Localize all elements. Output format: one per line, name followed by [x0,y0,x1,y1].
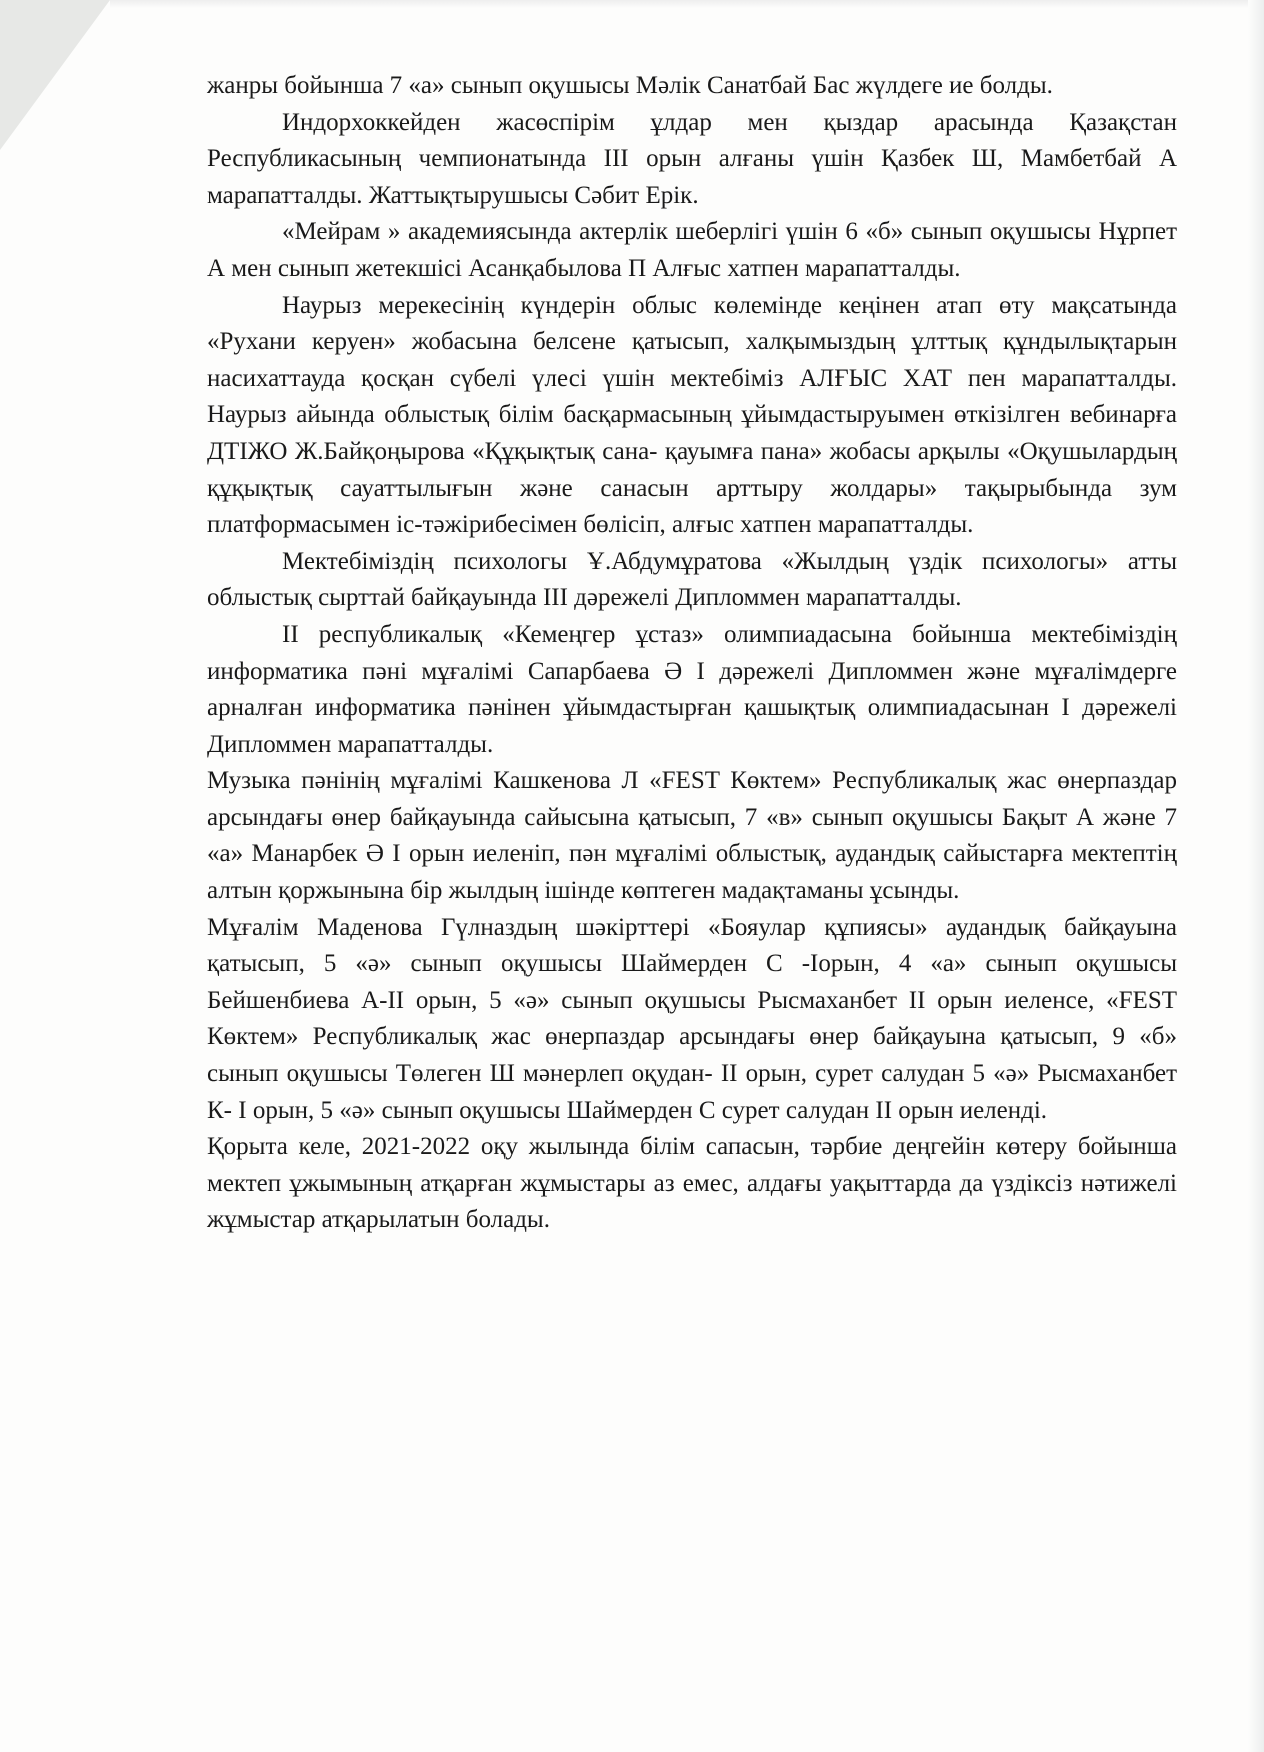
page-edge-right [1248,0,1264,1752]
paragraph-6: II республикалық «Кемеңгер ұстаз» олимпиадасына бойынша мектебіміздің информатика пәні мұғалімі Сапарбаева Ә I дәрежелі Дипломмен және мұғалімдерге арналған информатика пәнінен ұйымдастырған қашықтық олимпиадасынан I дәрежелі Дипломмен марапатталды. [207,620,1177,758]
folded-corner [0,0,110,150]
page-edge-top [110,0,1248,8]
document-body [207,68,1177,1239]
paragraph-2: Индорхоккейден жасөспірім ұлдар мен қыздар арасында Қазақстан Республикасының чемпионатында III орын алғаны үшін Қазбек Ш, Мамбетбай А марапатталды. Жаттықтырушысы Сәбит Ерік. [207,108,1177,209]
paragraph-3: «Мейрам » академиясында актерлік шеберлігі үшін 6 «б» сынып оқушысы Нұрпет А мен сынып жетекшісі Асанқабылова П Алғыс хатпен марапатталды. [207,218,1177,282]
paragraph-9: Қорыта келе, 2021-2022 оқу жылында білім сапасын, тәрбие деңгейін көтеру бойынша мектеп ұжымының атқарған жұмыстары аз емес, алдағы уақыттарда да үздіксіз нәтижелі жұмыстар атқарылатын болады. [207,1133,1177,1234]
paragraph-5: Мектебіміздің психологы Ұ.Абдумұратова «Жылдың үздік психологы» атты облыстық сырттай байқауында III дәрежелі Дипломмен марапатталды. [207,547,1177,612]
paragraph-7: Музыка пәнінің мұғалімі Кашкенова Л «FEST Көктем» Республикалық жас өнерпаздар арсындағы өнер байқауында сайысына қатысып, 7 «в» сынып оқушысы Бақыт А және 7 «а» Манарбек Ә I орын иеленіп, пән мұғалімі облыстық, аудандық сайыстарға мектептің алтын қоржынына бір жылдың ішінде көптеген мадақтаманы ұсынды. [207,767,1177,905]
paragraph-1: жанры бойынша 7 «а» сынып оқушысы Мәлік Санатбай Бас жүлдеге ие болды. [207,72,1053,99]
paragraph-8: Мұғалім Маденова Гүлназдың шәкірттері «Бояулар құпиясы» аудандық байқауына қатысып, 5 «ә» сынып оқушысы Шаймерден С -Iорын, 4 «а» сынып оқушысы Бейшенбиева А-II орын, 5 «ә» сынып оқушысы Рысмаханбет II орын иеленсе, «FEST Көктем» Республикалық жас өнерпаздар арсындағы өнер байқауына қатысып, 9 «б» сынып оқушысы Төлеген Ш мәнерлеп оқудан- II орын, сурет салудан 5 «ә» Рысмаханбет К- I орын, 5 «ә» сынып оқушысы Шаймерден С сурет салудан II орын иеленді. [207,913,1177,1124]
paragraph-4: Наурыз мерекесінің күндерін облыс көлемінде кеңінен атап өту мақсатында «Рухани керуен» жобасына белсене қатысып, халқымыздың ұлттық құндылықтарын насихаттауда қосқан сүбелі үлесі үшін мектебіміз АЛҒЫС ХАТ пен марапатталды. Наурыз айында облыстық білім басқармасының ұйымдастыруымен өткізілген вебинарға ДТІЖО Ж.Байқоңырова «Құқықтық сана- қауымға пана» жобасы арқылы «Оқушылардың құқықтық сауаттылығын және санасын арттыру жолдары» тақырыбында зум платформасымен іс-тәжірибесімен бөлісіп, алғыс хатпен марапатталды. [207,291,1177,539]
